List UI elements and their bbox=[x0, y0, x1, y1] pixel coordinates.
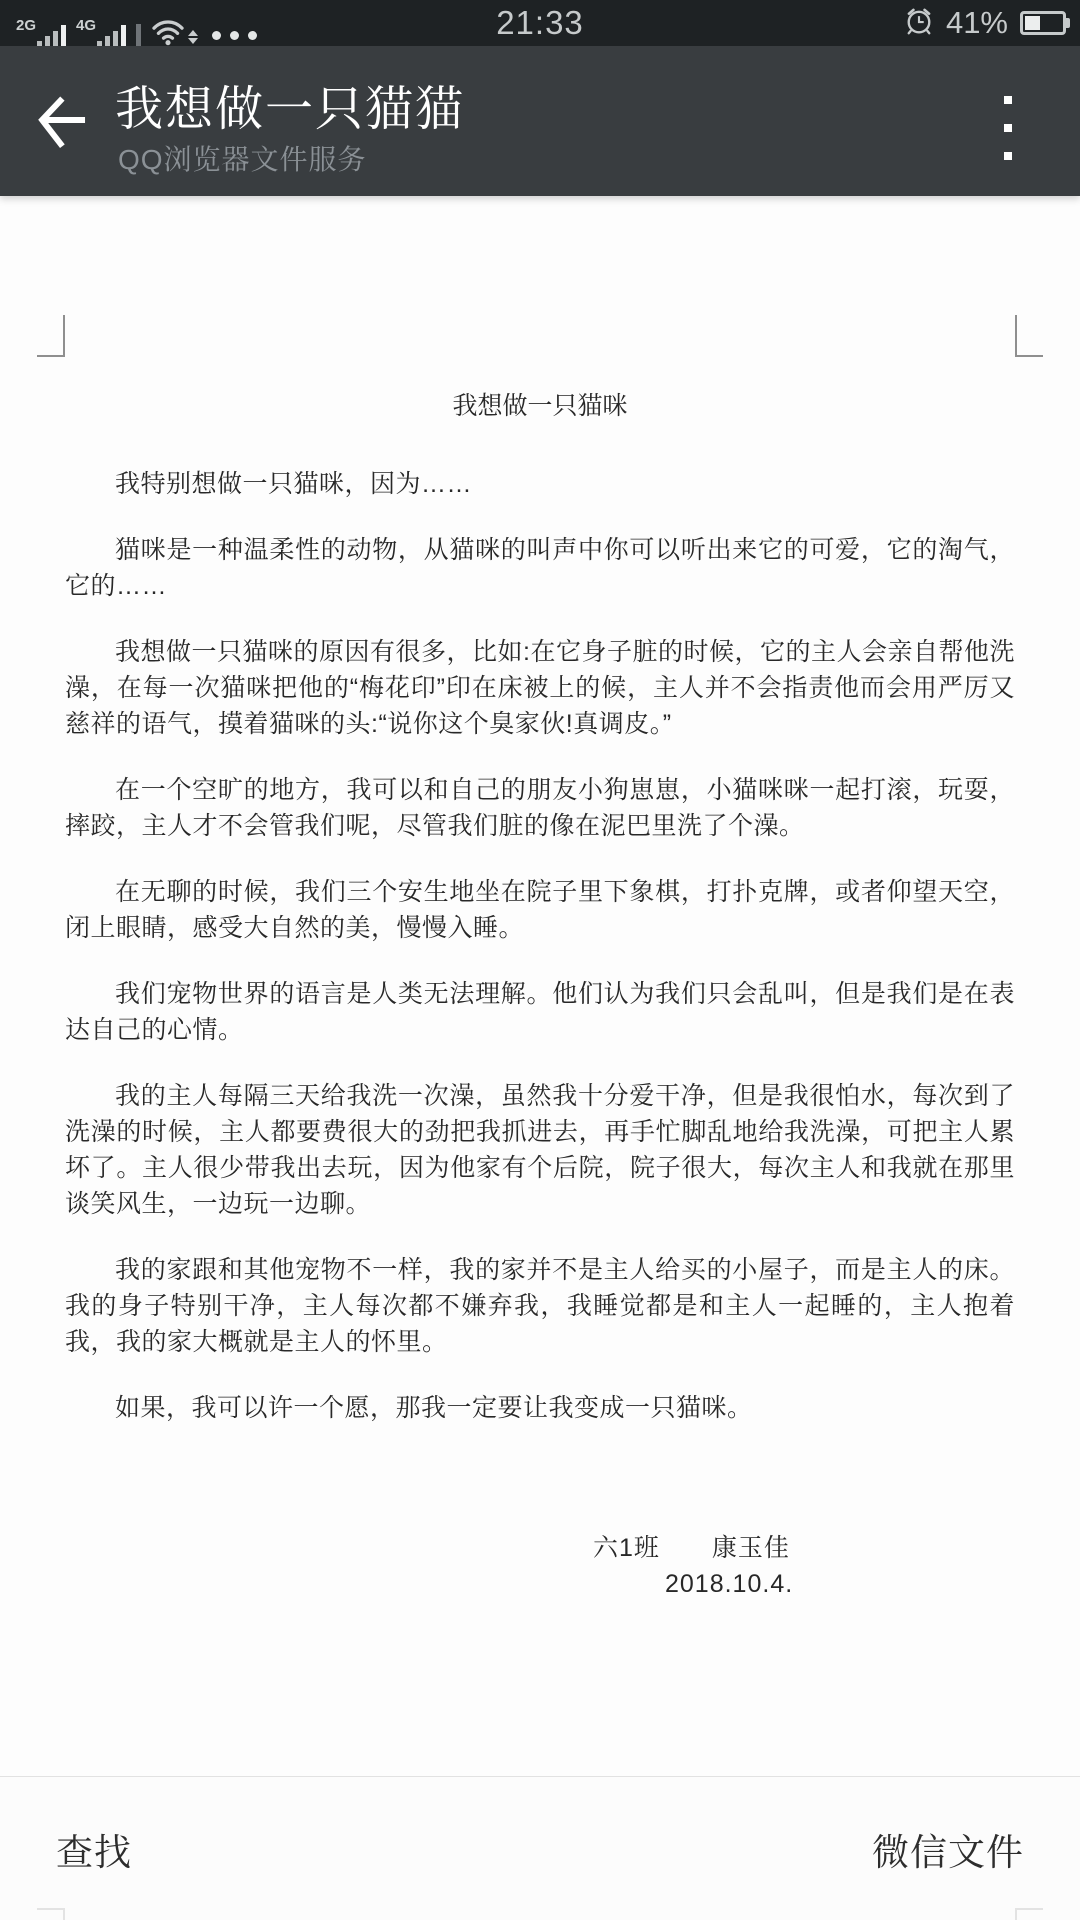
alarm-icon bbox=[904, 6, 934, 41]
signal-sim2-icon bbox=[76, 17, 126, 46]
doc-paragraph: 我特别想做一只猫咪，因为…… bbox=[115, 470, 473, 498]
battery-icon bbox=[1020, 11, 1066, 35]
doc-paragraph: 我的主人每隔三天给我洗一次澡，虽然我十分爱干净，但是我很怕水，每次到了洗澡的时候，主人都要费很大的劲把我抓进去，再手忙脚乱地给我洗澡，可把主人累坏了。主人很少带我出去玩，因为他家有个后院，院子很大，每次主人和我就在那里谈笑风生，一边玩一边聊。 bbox=[65, 1082, 1015, 1218]
signature-block bbox=[65, 1530, 1015, 1602]
bottom-toolbar bbox=[0, 1776, 1080, 1920]
doc-paragraph: 我想做一只猫咪的原因有很多，比如:在它身子脏的时候，它的主人会亲自帮他洗澡，在每一次猫咪把他的“梅花印”印在床被上的候，主人并不会指责他而会用严厉又慈祥的语气，摸着猫咪的头:“说你这个臭家伙!真调皮。” bbox=[65, 638, 1015, 738]
doc-paragraph: 在一个空旷的地方，我可以和自己的朋友小狗崽崽，小猫咪咪一起打滚，玩耍，摔跤，主人才不会管我们呢，尽管我们脏的像在泥巴里洗了个澡。 bbox=[65, 776, 1015, 840]
page-subtitle: QQ浏览器文件服务 bbox=[118, 144, 367, 175]
page-title: 我想做一只猫猫 bbox=[115, 83, 466, 136]
document-content bbox=[65, 196, 1015, 1602]
document-page[interactable] bbox=[0, 196, 1080, 1920]
document-title: 我想做一只猫咪 bbox=[452, 392, 628, 420]
find-button[interactable]: 查找 bbox=[56, 1822, 132, 1876]
status-left-cluster bbox=[16, 0, 257, 55]
page-corner-mark-bottom-right bbox=[1015, 1908, 1043, 1920]
page-corner-mark-bottom-left bbox=[37, 1908, 65, 1920]
wifi-traffic-arrows-icon bbox=[188, 30, 198, 46]
doc-paragraph: 猫咪是一种温柔性的动物，从猫咪的叫声中你可以听出来它的可爱，它的淘气，它的…… bbox=[65, 536, 1015, 600]
status-bar bbox=[0, 0, 1080, 46]
doc-paragraph: 我们宠物世界的语言是人类无法理解。他们认为我们只会乱叫，但是我们是在表达自己的心情。 bbox=[65, 980, 1015, 1044]
back-button[interactable] bbox=[30, 88, 90, 154]
wifi-icon bbox=[151, 18, 198, 46]
wechat-files-button[interactable]: 微信文件 bbox=[872, 1822, 1024, 1876]
page-corner-mark-top-right bbox=[1015, 315, 1043, 357]
doc-paragraph: 我的家跟和其他宠物不一样，我的家并不是主人给买的小屋子，而是主人的床。我的身子特别干净，主人每次都不嫌弃我，我睡觉都是和主人一起睡的，主人抱着我，我的家大概就是主人的怀里。 bbox=[65, 1256, 1015, 1356]
signal-bars-icon bbox=[97, 25, 126, 46]
status-right-cluster bbox=[904, 0, 1066, 46]
doc-paragraph: 在无聊的时候，我们三个安生地坐在院子里下象棋，打扑克牌，或者仰望天空，闭上眼睛，感受大自然的美，慢慢入睡。 bbox=[65, 878, 1015, 942]
arrow-left-icon bbox=[31, 139, 89, 154]
page-corner-mark-top-left bbox=[37, 315, 65, 357]
app-header bbox=[0, 46, 1080, 196]
network-type-4g-label: 4G bbox=[76, 17, 97, 34]
signal-bars-icon bbox=[37, 25, 66, 46]
status-time: 21:33 bbox=[496, 4, 584, 41]
overflow-menu-button[interactable] bbox=[996, 96, 1020, 160]
signal-sim1-icon bbox=[16, 17, 66, 46]
more-notifications-icon bbox=[212, 31, 257, 46]
date-line: 2018.10.4. bbox=[665, 1570, 794, 1598]
menu-dot-icon bbox=[1004, 152, 1012, 160]
menu-dot-icon bbox=[1004, 96, 1012, 104]
network-type-2g-label: 2G bbox=[16, 17, 37, 34]
battery-percent-label: 41% bbox=[945, 5, 1008, 40]
signal-extra-bar-icon bbox=[136, 24, 141, 46]
signature-line: 六1班 康玉佳 bbox=[593, 1534, 790, 1562]
menu-dot-icon bbox=[1004, 124, 1012, 132]
doc-paragraph: 如果，我可以许一个愿，那我一定要让我变成一只猫咪。 bbox=[115, 1394, 753, 1422]
